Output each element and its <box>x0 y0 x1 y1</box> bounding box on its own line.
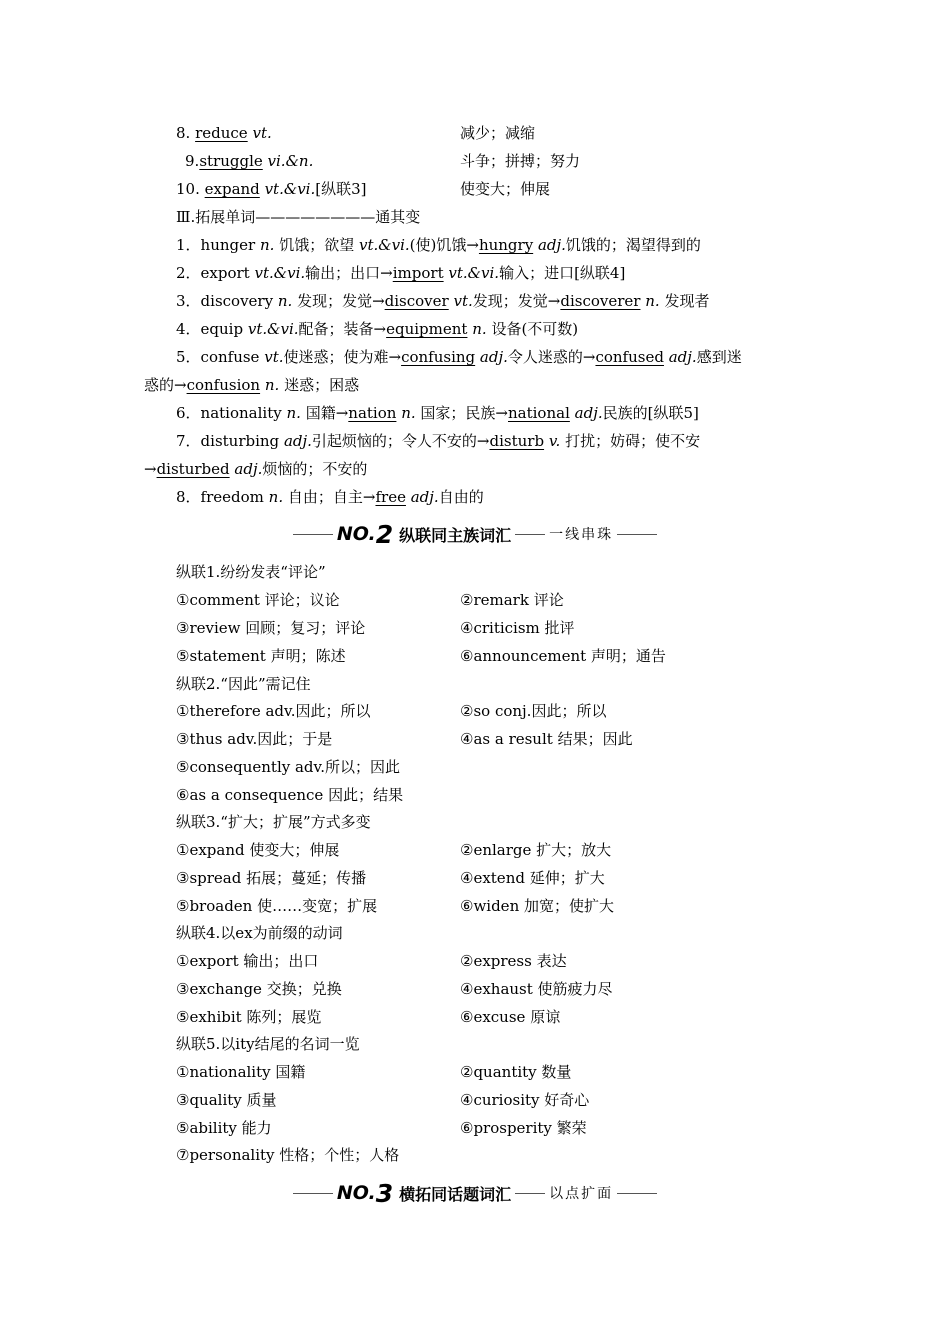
answer-word: reduce <box>195 124 248 142</box>
group-item: ⑤ability 能力 <box>176 1119 272 1137</box>
group-item: ⑥prosperity 繁荣 <box>460 1119 587 1137</box>
group-item: ③spread 拓展；蔓延；传播 <box>176 869 367 887</box>
group-item: ⑥announcement 声明；通告 <box>460 647 666 665</box>
word-item-10: 10. expand vt.&vi.[纵联3] <box>176 180 367 198</box>
answer-word: discoverer <box>560 292 641 310</box>
group-item: ⑥as a consequence 因此；结果 <box>176 786 404 804</box>
section-title-expand: Ⅲ.拓展单词————————通其变 <box>176 208 421 226</box>
answer-word: discover <box>384 292 449 310</box>
group-item: ②enlarge 扩大；放大 <box>460 841 612 859</box>
answer-word: confusing <box>401 348 476 366</box>
answer-word: hungry <box>478 236 534 254</box>
group-item: ⑥widen 加宽；使扩大 <box>460 897 614 915</box>
group-item: ④criticism 批评 <box>460 619 575 637</box>
group-item: ⑦personality 性格；个性；人格 <box>176 1146 400 1164</box>
group-item: ②remark 评论 <box>460 591 564 609</box>
group-item: ①nationality 国籍 <box>176 1063 306 1081</box>
answer-word: nation <box>348 404 397 422</box>
answer-word: struggle <box>199 152 263 170</box>
group-item: ①expand 使变大；伸展 <box>176 841 340 859</box>
group-item: ③quality 质量 <box>176 1091 277 1109</box>
banner-rule <box>293 534 333 535</box>
answer-word: free <box>375 488 406 506</box>
answer-word: import <box>392 264 444 282</box>
banner-rule <box>293 1193 333 1194</box>
expand-item-3: 3．discovery n. 发现；发觉→discover vt.发现；发觉→discoverer n. 发现者 <box>176 292 710 310</box>
word-item-8: 8. reduce vt. <box>176 124 272 142</box>
group-title-1: 纵联1.纷纷发表“评论” <box>176 563 326 581</box>
expand-item-4: 4．equip vt.&vi.配备；装备→equipment n. 设备(不可数) <box>176 320 579 338</box>
group-item: ②so conj.因此；所以 <box>460 702 607 720</box>
answer-word: disturbed <box>156 460 230 478</box>
answer-word: national <box>508 404 570 422</box>
group-item: ②quantity 数量 <box>460 1063 572 1081</box>
expand-item-7: 7．disturbing adj.引起烦恼的；令人不安的→disturb v. 打扰；妨碍；使不安 <box>176 432 701 450</box>
expand-item-8: 8．freedom n. 自由；自主→free adj.自由的 <box>176 488 484 506</box>
group-item: ⑤consequently adv.所以；因此 <box>176 758 400 776</box>
expand-item-6: 6．nationality n. 国籍→nation n. 国家；民族→national adj.民族的[纵联5] <box>176 404 699 422</box>
expand-item-2: 2．export vt.&vi.输出；出口→import vt.&vi.输入；进口[纵联4] <box>176 264 626 282</box>
group-item: ①export 输出；出口 <box>176 952 319 970</box>
answer-word: expand <box>204 180 260 198</box>
group-title-3: 纵联3.“扩大；扩展”方式多变 <box>176 813 371 831</box>
word-item-9: 9.struggle vi.&n. <box>185 152 314 170</box>
group-item: ④extend 延伸；扩大 <box>460 869 605 887</box>
group-item: ③review 回顾；复习；评论 <box>176 619 366 637</box>
banner-dash <box>515 1193 545 1194</box>
expand-item-1: 1．hunger n. 饥饿；欲望 vt.&vi.(使)饥饿→hungry adj.饥饿的；渴望得到的 <box>176 236 701 254</box>
group-item: ④exhaust 使筋疲力尽 <box>460 980 613 998</box>
expand-item-5-continued: 惑的→confusion n. 迷惑；困惑 <box>144 376 360 394</box>
group-item: ⑤statement 声明；陈述 <box>176 647 346 665</box>
expand-item-5: 5．confuse vt.使迷惑；使为难→confusing adj.令人迷惑的→confused adj.感到迷 <box>176 348 742 366</box>
group-item: ⑥excuse 原谅 <box>460 1008 561 1026</box>
group-item: ⑤exhibit 陈列；展览 <box>176 1008 322 1026</box>
group-item: ④curiosity 好奇心 <box>460 1091 590 1109</box>
group-title-4: 纵联4.以ex为前缀的动词 <box>176 924 343 942</box>
group-item: ①comment 评论；议论 <box>176 591 340 609</box>
answer-word: confused <box>595 348 664 366</box>
banner-dash <box>515 534 545 535</box>
section-banner-3: NO. 3 横拓同话题词汇 以点扩面 <box>0 1177 950 1209</box>
word-meaning-10: 使变大；伸展 <box>460 180 551 198</box>
banner-rule <box>617 534 657 535</box>
group-item: ③exchange 交换；兑换 <box>176 980 342 998</box>
section-banner-2: NO. 2 纵联同主族词汇 一线串珠 <box>0 518 950 550</box>
group-item: ⑤broaden 使……变宽；扩展 <box>176 897 378 915</box>
word-meaning-8: 减少；减缩 <box>460 124 536 142</box>
group-item: ①therefore adv.因此；所以 <box>176 702 371 720</box>
group-item: ②express 表达 <box>460 952 567 970</box>
expand-item-7-continued: →disturbed adj.烦恼的；不安的 <box>144 460 368 478</box>
banner-rule <box>617 1193 657 1194</box>
group-title-2: 纵联2.“因此”需记住 <box>176 675 311 693</box>
answer-word: equipment <box>386 320 468 338</box>
group-item: ④as a result 结果；因此 <box>460 730 633 748</box>
word-meaning-9: 斗争；拼搏；努力 <box>460 152 581 170</box>
answer-word: disturb <box>489 432 545 450</box>
group-item: ③thus adv.因此；于是 <box>176 730 333 748</box>
answer-word: confusion <box>186 376 261 394</box>
group-title-5: 纵联5.以ity结尾的名词一览 <box>176 1035 360 1053</box>
